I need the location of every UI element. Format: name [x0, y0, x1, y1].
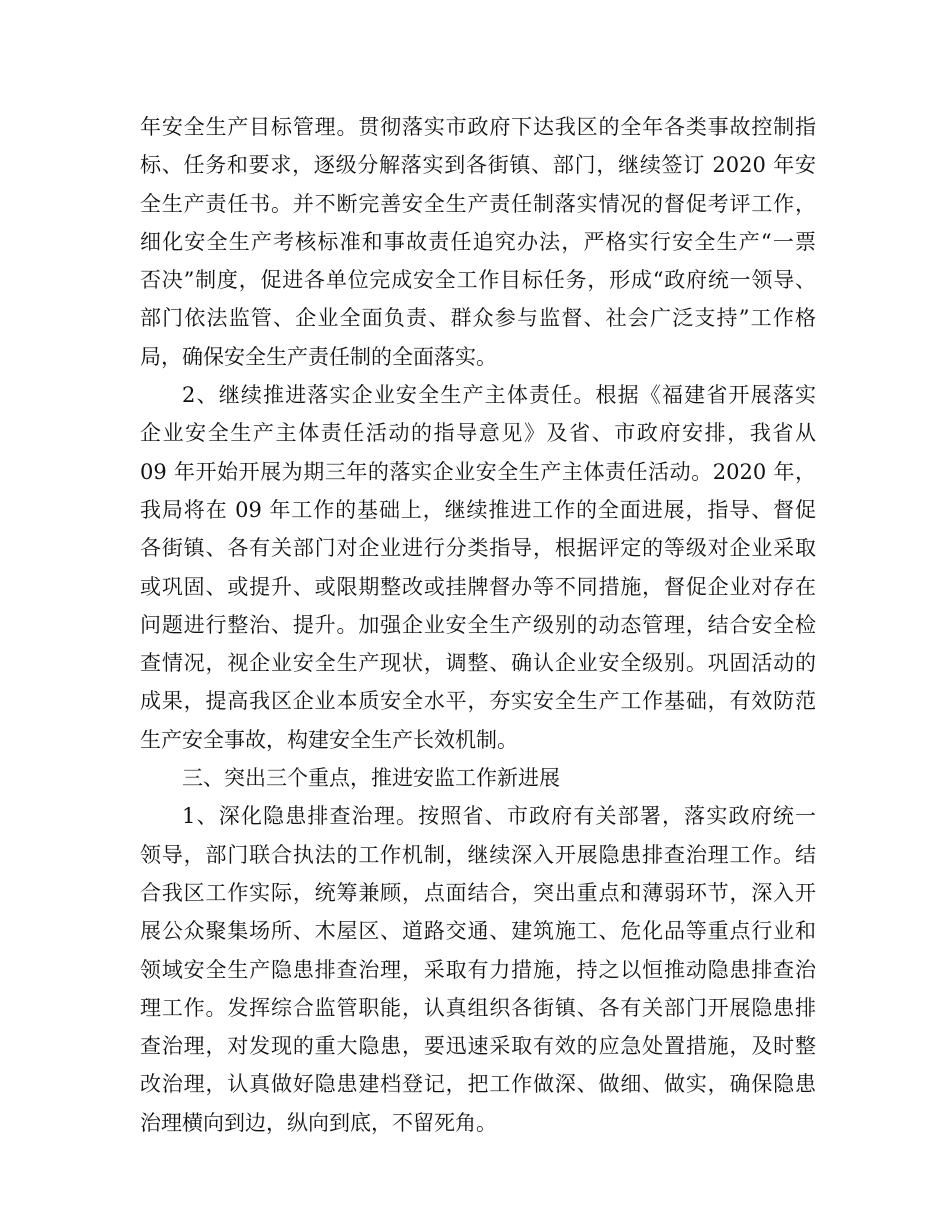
text-line: 部门依法监管、企业全面负责、群众参与监督、社会广泛支持”工作格: [140, 306, 816, 331]
text-line: 局，确保安全生产责任制的全面落实。: [140, 344, 497, 369]
text-line: 问题进行整治、提升。加强企业安全生产级别的动态管理，结合安全检: [140, 612, 816, 637]
body-text: [140, 108, 816, 1142]
text-line: 企业安全生产主体责任活动的指导意见》及省、市政府安排，我省从: [140, 421, 816, 446]
text-line: 领导，部门联合执法的工作机制，继续深入开展隐患排查治理工作。结: [140, 842, 816, 867]
text-line: 全生产责任书。并不断完善安全生产责任制落实情况的督促考评工作，: [140, 191, 816, 216]
text-line: 各街镇、各有关部门对企业进行分类指导，根据评定的等级对企业采取: [140, 536, 816, 561]
text-line: 年安全生产目标管理。贯彻落实市政府下达我区的全年各类事故控制指: [140, 115, 816, 139]
paragraph-start-line: 2、继续推进落实企业安全生产主体责任。根据《福建省开展落实: [182, 383, 816, 408]
section-heading: 三、突出三个重点，推进安监工作新进展: [182, 766, 560, 791]
text-line: 我局将在 09 年工作的基础上，继续推进工作的全面进展，指导、督促: [140, 497, 816, 522]
text-line: 领域安全生产隐患排查治理，采取有力措施，持之以恒推动隐患排查治: [140, 957, 816, 982]
text-line: 否决”制度，促进各单位完成安全工作目标任务，形成“政府统一领导、: [140, 268, 816, 293]
text-line: 标、任务和要求，逐级分解落实到各街镇、部门，继续签订 2020 年安: [140, 153, 816, 178]
text-line: 治理横向到边，纵向到底，不留死角。: [140, 1110, 497, 1135]
text-line: 合我区工作实际，统筹兼顾，点面结合，突出重点和薄弱环节，深入开: [140, 880, 816, 905]
text-line: 成果，提高我区企业本质安全水平，夯实安全生产工作基础，有效防范: [140, 689, 816, 714]
text-line: 查治理，对发现的重大隐患，要迅速采取有效的应急处置措施，及时整: [140, 1034, 816, 1059]
text-line: 改治理，认真做好隐患建档登记，把工作做深、做细、做实，确保隐患: [140, 1072, 816, 1097]
text-line: 展公众聚集场所、木屋区、道路交通、建筑施工、危化品等重点行业和: [140, 919, 816, 944]
text-line: 或巩固、或提升、或限期整改或挂牌督办等不同措施，督促企业对存在: [140, 574, 816, 599]
paragraph-start-line: 1、深化隐患排查治理。按照省、市政府有关部署，落实政府统一: [182, 804, 816, 829]
text-line: 查情况，视企业安全生产现状，调整、确认企业安全级别。巩固活动的: [140, 651, 816, 676]
text-line: 理工作。发挥综合监管职能，认真组织各街镇、各有关部门开展隐患排: [140, 995, 816, 1020]
text-line: 生产安全事故，构建安全生产长效机制。: [140, 727, 518, 752]
text-line: 09 年开始开展为期三年的落实企业安全生产主体责任活动。2020 年，: [140, 459, 816, 484]
text-line: 细化安全生产考核标准和事故责任追究办法，严格实行安全生产“一票: [140, 229, 816, 254]
